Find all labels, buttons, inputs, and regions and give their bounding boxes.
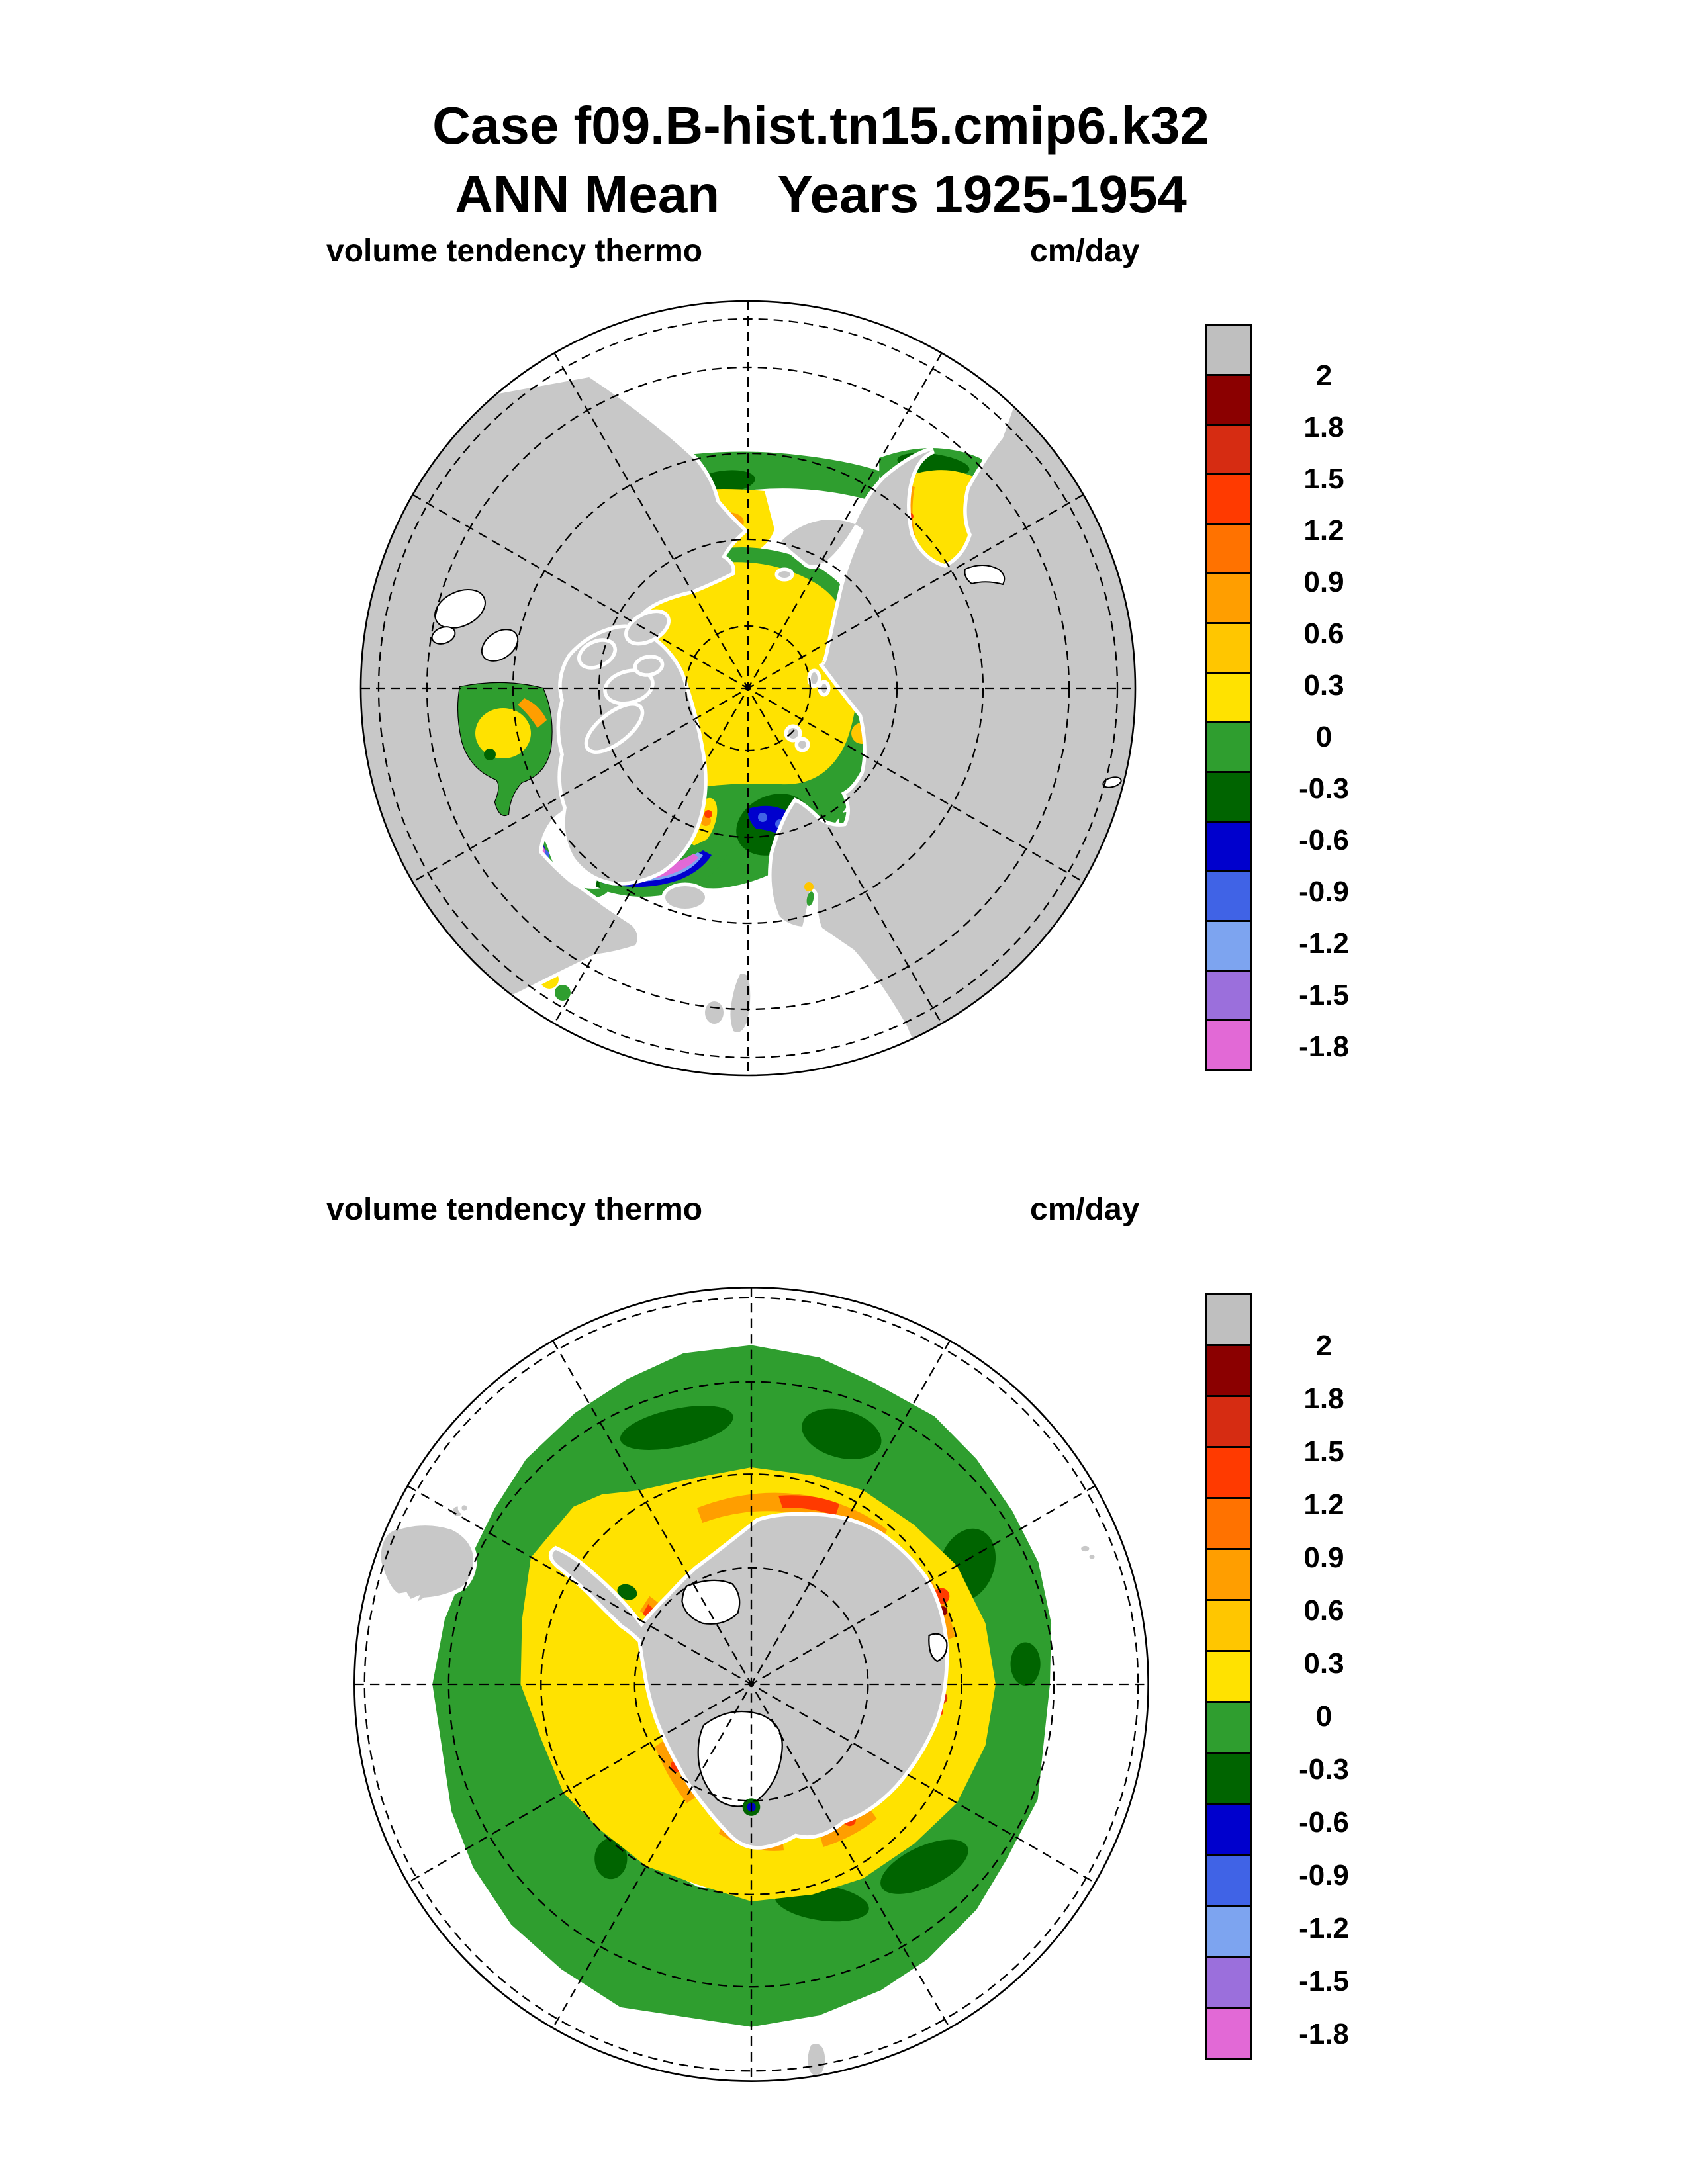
south-units-label: cm/day [1030, 1192, 1140, 1227]
colorbar-swatch-royal [1205, 1854, 1252, 1907]
colorbar-swatches [1205, 324, 1252, 1071]
colorbar-tick-label: 0.3 [1303, 669, 1344, 702]
colorbar-swatch-orange [1205, 523, 1252, 574]
colorbar-tick-label: 0.9 [1303, 1541, 1344, 1574]
colorbar-tick-label: 1.8 [1303, 1383, 1344, 1415]
colorbar-tick-label: -1.8 [1299, 1030, 1349, 1063]
colorbar-swatches [1205, 1293, 1252, 2060]
colorbar-swatch-blue [1205, 821, 1252, 872]
colorbar-swatch-yellow [1205, 1650, 1252, 1703]
colorbar-tick-label: 0.6 [1303, 617, 1344, 650]
colorbar-swatch-red [1205, 424, 1252, 475]
colorbar-tick-label: -1.2 [1299, 1912, 1349, 1944]
colorbar-tick-label: -0.6 [1299, 824, 1349, 856]
colorbar-swatch-orangered [1205, 1446, 1252, 1499]
colorbar-tick-label: -1.5 [1299, 1965, 1349, 1997]
colorbar-swatch-amber [1205, 572, 1252, 624]
title-block [0, 91, 1642, 229]
colorbar-tick-label: -1.8 [1299, 2018, 1349, 2050]
colorbar-swatch-yellow [1205, 672, 1252, 723]
colorbar-swatch-purple [1205, 970, 1252, 1021]
colorbar-swatch-lightblue [1205, 920, 1252, 972]
colorbar-tick-label: 0 [1315, 1700, 1333, 1733]
colorbar-tick-label: -0.6 [1299, 1806, 1349, 1839]
colorbar-tick-label: 0.3 [1303, 1647, 1344, 1680]
colorbar-tick-label: 1.2 [1303, 1488, 1344, 1521]
colorbar-swatch-red [1205, 1395, 1252, 1448]
colorbar-tick-label: -0.3 [1299, 1753, 1349, 1786]
colorbar-tick-label: -1.5 [1299, 979, 1349, 1011]
colorbar-tick-label: 2 [1315, 359, 1333, 392]
north-polar-map [351, 291, 1145, 1085]
colorbar-swatch-gray [1205, 1293, 1252, 1346]
colorbar-swatch-royal [1205, 870, 1252, 922]
north-units-label: cm/day [1030, 234, 1140, 269]
colorbar-tick-label: -0.3 [1299, 772, 1349, 805]
colorbar-tick-label: -1.2 [1299, 927, 1349, 960]
colorbar-swatch-green [1205, 721, 1252, 773]
colorbar-swatch-purple [1205, 1956, 1252, 2009]
colorbar-swatch-darkred [1205, 1344, 1252, 1397]
colorbar-swatch-darkred [1205, 374, 1252, 426]
colorbar-tick-label: 0.9 [1303, 566, 1344, 598]
case-title: Case f09.B-hist.tn15.cmip6.k32 [432, 96, 1209, 155]
mean-years-title: ANN Mean Years 1925-1954 [455, 165, 1187, 224]
colorbar-swatch-gray [1205, 324, 1252, 376]
colorbar-south [1205, 1293, 1403, 2087]
colorbar-tick-label: 1.2 [1303, 514, 1344, 547]
colorbar-swatch-darkgreen [1205, 1752, 1252, 1805]
colorbar-swatch-gold [1205, 622, 1252, 674]
colorbar-tick-label: 2 [1315, 1330, 1333, 1362]
colorbar-swatch-darkgreen [1205, 771, 1252, 823]
colorbar-swatch-gold [1205, 1599, 1252, 1652]
colorbar-tick-label: 0.6 [1303, 1594, 1344, 1627]
colorbar-tick-label: -0.9 [1299, 876, 1349, 908]
colorbar-swatch-amber [1205, 1548, 1252, 1601]
colorbar-tick-label: 0 [1315, 721, 1333, 753]
south-polar-map [344, 1277, 1158, 2091]
colorbar-swatch-orangered [1205, 473, 1252, 525]
north-field-label: volume tendency thermo [326, 234, 703, 269]
south-field-label: volume tendency thermo [326, 1192, 703, 1227]
colorbar-tick-label: -0.9 [1299, 1859, 1349, 1891]
colorbar-tick-label: 1.5 [1303, 463, 1344, 495]
colorbar-tick-label: 1.8 [1303, 411, 1344, 443]
colorbar-north [1205, 324, 1403, 1099]
colorbar-swatch-lightblue [1205, 1905, 1252, 1958]
colorbar-swatch-pink [1205, 2007, 1252, 2060]
colorbar-swatch-pink [1205, 1019, 1252, 1071]
colorbar-swatch-blue [1205, 1803, 1252, 1856]
colorbar-swatch-orange [1205, 1497, 1252, 1550]
colorbar-swatch-green [1205, 1701, 1252, 1754]
colorbar-tick-label: 1.5 [1303, 1435, 1344, 1468]
